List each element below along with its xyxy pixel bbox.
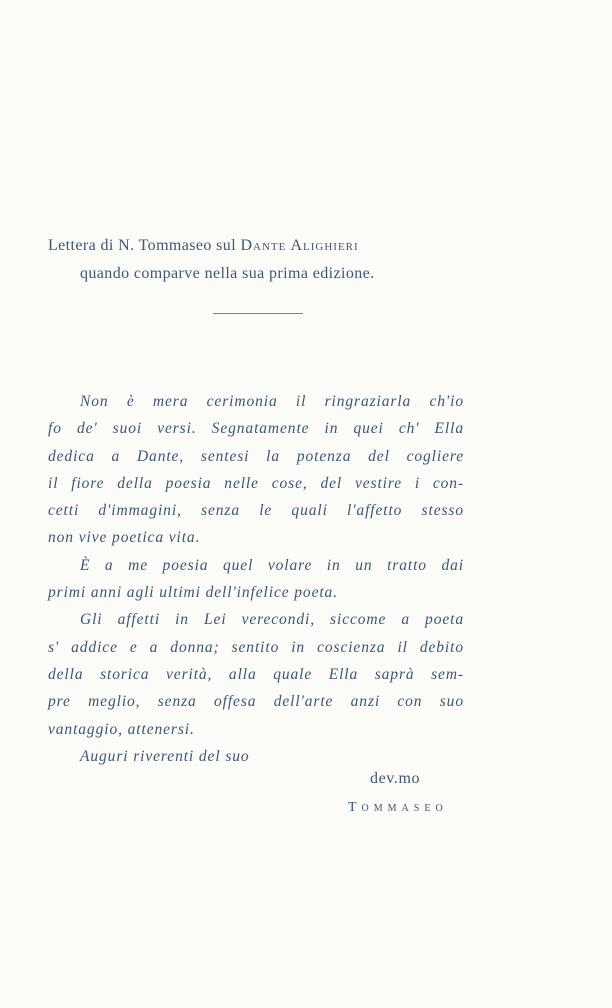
letter-line: primi anni agli ultimi dell'infelice poeta. xyxy=(48,584,338,602)
letter-line: non vive poetica vita. xyxy=(48,529,201,547)
letter-line: s' addice e a donna; sentito in coscienza il debito xyxy=(48,638,464,656)
letter-line: pre meglio, senza offesa dell'arte anzi con suo xyxy=(48,693,464,711)
separator-rule xyxy=(213,313,303,314)
letter-line: Non è mera cerimonia il ringraziarla ch'io xyxy=(80,393,464,410)
signoff: dev.mo xyxy=(370,770,421,787)
signature: Tommaseo xyxy=(348,800,448,815)
letter-line: Gli affetti in Lei verecondi, siccome a poeta xyxy=(80,611,464,629)
letter-line: vantaggio, attenersi. xyxy=(48,720,195,738)
letter-line: dedica a Dante, sentesi la potenza del cogliere xyxy=(48,447,464,465)
letter-heading xyxy=(48,232,468,288)
letter-line: cetti d'immagini, senza le quali l'affetto stesso xyxy=(48,502,464,520)
heading-title: Dante Alighieri xyxy=(240,237,359,254)
heading-line-1 xyxy=(48,232,468,260)
letter-line: della storica verità, alla quale Ella saprà sem- xyxy=(48,665,464,683)
letter-line: il fiore della poesia nelle cose, del vestire i con- xyxy=(48,474,464,492)
heading-prefix: Lettera di N. Tommaseo sul xyxy=(48,237,241,254)
heading-line-2: quando comparve nella sua prima edizione. xyxy=(80,265,375,282)
letter-line: È a me poesia quel volare in un tratto dai xyxy=(80,556,464,574)
letter-line: fo de' suoi versi. Segnatamente in quei ch' Ella xyxy=(48,420,464,438)
letter-body xyxy=(48,388,464,770)
letter-line: Auguri riverenti del suo xyxy=(80,747,250,765)
